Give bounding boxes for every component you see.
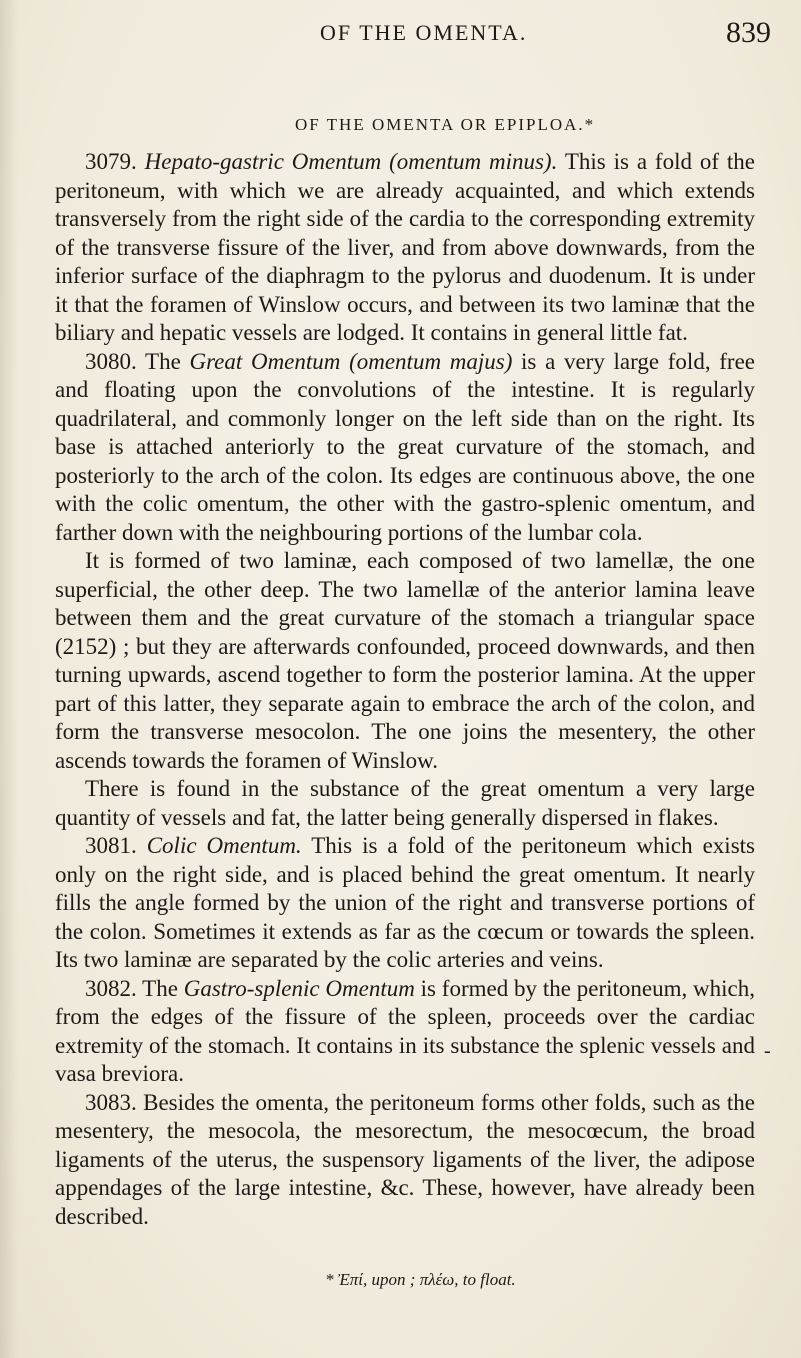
paragraph-3080 <box>55 348 755 548</box>
paragraph-text: This is a fold of the peritoneum, with which we are already acquainted, and which extends transversely from the right side of the cardia to the corresponding extremity of the transverse fissure of the liver, and from above downwards, from the inferior surface of the diaphragm to the pylorus and duodenum. It is under it that the foramen of Winslow occurs, and between its two laminæ that the biliary and hepatic vessels are lodged. It contains in general little fat. <box>55 149 755 345</box>
paragraph-latin: (omentum minus). <box>389 149 558 174</box>
paragraph-term: Gastro-splenic Omentum <box>183 975 415 1001</box>
paragraph-3081 <box>55 832 755 975</box>
paragraph-3083 <box>55 1089 755 1232</box>
paragraph-prefix: The <box>136 348 190 374</box>
paragraph-term: Colic Omentum. <box>146 833 302 858</box>
paragraph-number: 3081. <box>85 833 137 858</box>
paragraph-text: It is formed of two laminæ, each composed of two lamellæ, the one superficial, the other deep. The two lamellæ of the anterior lamina leave between them and the great curvature of the stomach a triangular space (2152) ; but they are afterwards confounded, proceed downwards, and then turning upwards, ascend together to form the posterior lamina. At the upper part of this latter, they separate again to embrace the arch of the colon, and form the transverse mesocolon. The one joins the mesentery, the other ascends towards the foramen of Winslow. <box>55 548 755 773</box>
paragraph-latin: (omentum majus) <box>349 348 513 374</box>
paragraph-number: 3079. <box>85 149 137 174</box>
paragraph-text: Besides the omenta, the peritoneum forms other folds, such as the mesentery, the mesocola, the mesorectum, the mesocœcum, the broad ligaments of the uterus, the suspensory ligaments of the liver, the adipose appendages of the large intestine, &c. These, however, have already been described. <box>55 1089 755 1229</box>
paragraph-3082 <box>55 975 755 1089</box>
paragraph-term: Great Omentum <box>189 348 341 374</box>
paragraph-term: Hepato-gastric Omentum <box>144 149 382 174</box>
paragraph-3079 <box>55 148 755 348</box>
paragraph-number: 3082. <box>85 975 137 1001</box>
paragraph-text: is formed by the peritoneum, which, from the edges of the fissure of the spleen, proceeds over the cardiac extremity of the stomach. It contains in its substance the splenic vessels and vasa breviora. <box>55 975 756 1086</box>
margin-mark: - <box>764 1040 771 1062</box>
paragraph-vessels <box>55 775 755 832</box>
paragraph-text: This is a fold of the peritoneum which exists only on the right side, and is placed behind the great omentum. It nearly fills the angle formed by the union of the right and transverse portions of the colon. Sometimes it extends as far as the cœcum or towards the spleen. Its two laminæ are separated by the colic arteries and veins. <box>55 833 755 972</box>
running-head: OF THE OMENTA. <box>320 20 528 45</box>
page-number: 839 <box>726 16 771 49</box>
page-gutter-shadow <box>0 0 18 1358</box>
body-text <box>55 148 755 1231</box>
section-heading: OF THE OMENTA OR EPIPLOA.* <box>295 115 596 134</box>
paragraph-number: 3080. <box>85 348 137 374</box>
paragraph-number: 3083. <box>85 1089 137 1115</box>
footnote: * Ἐπί, upon ; πλέω, to float. <box>325 1270 516 1289</box>
paragraph-laminae <box>55 547 755 775</box>
paragraph-prefix: The <box>136 975 184 1001</box>
paragraph-text: There is found in the substance of the great omentum a very large quantity of vessels and fat, the latter being generally dispersed in flakes. <box>55 776 755 830</box>
paragraph-text: is a very large fold, free and floating upon the convolutions of the intestine. It is regularly quadrilateral, and commonly longer on the left side than on the right. Its base is attached anteriorly to the great curvature of the stomach, and posteriorly to the arch of the colon. Its edges are continuous above, the one with the colic omentum, the other with the gastro-splenic omentum, and farther down with the neighbouring portions of the lumbar cola. <box>55 348 755 545</box>
